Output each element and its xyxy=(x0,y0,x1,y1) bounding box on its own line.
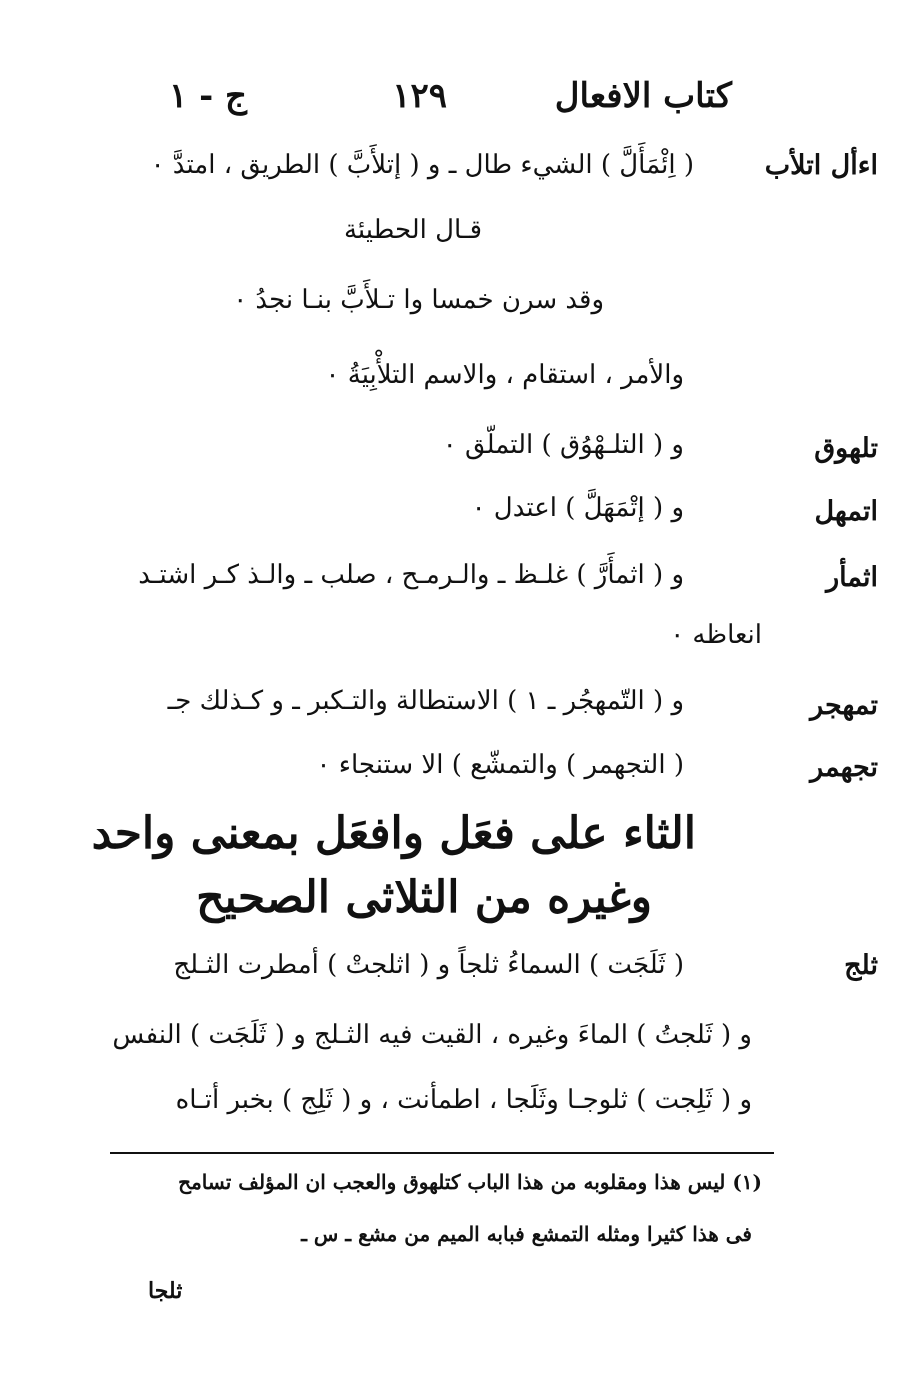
volume-label: ج - ١ xyxy=(169,76,247,116)
running-title: كتاب الافعال xyxy=(554,76,732,116)
entry-text: و ( التلـهْوُق ) التملّق ٠ xyxy=(442,430,684,460)
verse-line: وقد سرن خمسا وا تـلأَبَّ بنـا نجدُ ٠ xyxy=(233,285,604,315)
entry-headword: تجهمر xyxy=(810,752,878,783)
entry-text: و ( التّمهجُر ـ ١ ) الاستطالة والتـكبر ـ و كـذلك جـ xyxy=(167,686,684,716)
section-title-line-1: الثاء على فعَل وافعَل بمعنى واحد xyxy=(91,808,696,859)
entry-text: ( ثَلَجَت ) السماءُ ثلجاً و ( اثلجتْ ) أمطرت الثـلج xyxy=(173,950,684,980)
entry-headword: اءأل اتلأب xyxy=(764,150,878,181)
poet-attribution: قـال الحطيئة xyxy=(343,215,482,245)
entry-headword: ثلج xyxy=(844,950,878,981)
entry-headword: تلهوق xyxy=(814,433,878,464)
entry-text: و ( ثَلِجت ) ثلوجـا وثَلَجا ، اطمأنت ، و ( ثَلِج ) بخبر أتـاه xyxy=(175,1085,752,1115)
entry-text: ( التجهمر ) والتمشّع ) الا ستنجاء ٠ xyxy=(316,750,684,780)
footnote-line: (١) ليس هذا ومقلوبه من هذا الباب كتلهوق والعجب ان المؤلف تسامح xyxy=(178,1170,762,1194)
catchword: ثلجا xyxy=(148,1278,183,1304)
entry-text: والأمر ، استقام ، والاسم التلأْبِيَةُ ٠ xyxy=(325,360,684,390)
page-number: ١٢٩ xyxy=(392,76,447,116)
footnote-line: فى هذا كثيرا ومثله التمشع فبابه الميم من مشع ـ س ـ xyxy=(301,1222,752,1246)
section-title-line-2: وغيره من الثلاثى الصحيح xyxy=(196,872,652,923)
entry-text: و ( ثَلجتُ ) الماءَ وغيره ، القيت فيه الثـلج و ( ثَلَجَت ) النفس xyxy=(112,1020,752,1050)
entry-headword: اتمهل xyxy=(814,496,878,527)
footnote-divider xyxy=(110,1152,774,1154)
entry-text: ( اِئْمَأَلَّ ) الشيء طال ـ و ( إتلأَبَّ ) الطريق ، امتدَّ ٠ xyxy=(150,150,694,180)
entry-headword: اثمأر xyxy=(826,562,878,593)
entry-text-continued: انعاظه ٠ xyxy=(670,620,762,650)
entry-text: و ( اثمأَرَّ ) غلـظ ـ والـرمـح ، صلب ـ والـذ كـر اشتـد xyxy=(138,560,684,590)
entry-headword: تمهجر xyxy=(810,690,878,721)
entry-text: و ( إتْمَهَلَّ ) اعتدل ٠ xyxy=(471,493,684,523)
